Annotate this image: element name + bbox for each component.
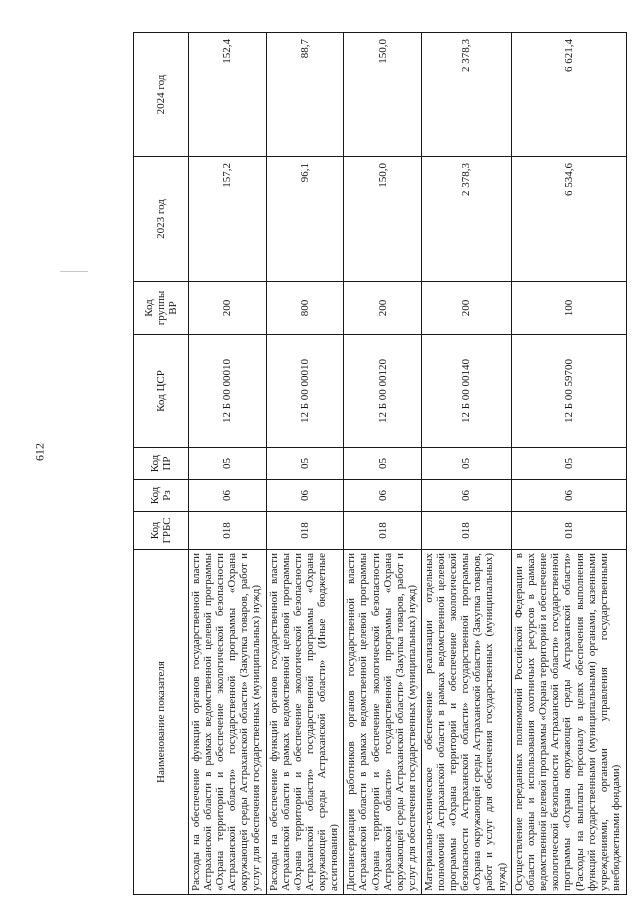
row-rz: 06	[344, 480, 422, 512]
separator-line	[60, 271, 88, 272]
row-2024: 6 621,4	[512, 33, 627, 157]
table-row	[266, 33, 344, 895]
row-name: Расходы на обеспечение функций органов государственной власти Астраханской области в рамках ведомственной целевой программы «Охрана территорий и обеспечение экологической безопасности Астраханской области» государственной программы «Охрана окружающей среды Астраханской области» (Иные бюджетные ассигнования)	[266, 550, 344, 895]
header-csr: Код ЦСР	[134, 335, 189, 448]
row-name: Осуществление переданных полномочий Российской Федерации в области охраны и использования охотничьих ресурсов в рамках ведомственной целевой программы «Охрана территорий и обеспечение экологической безопасности Астраханской области» государственной программы «Охрана окружающей среды Астраханской области» (Расходы на выплаты персоналу в целях обеспечения выполнения функций государственными (муниципальными) органами, казенными учреждениями, органами управления государственными внебюджетными фондами)	[512, 550, 627, 895]
header-row	[134, 33, 189, 895]
row-grbs: 018	[512, 512, 627, 550]
table-row	[421, 33, 511, 895]
row-name: Расходы на обеспечение функций органов государственной власти Астраханской области в рамках ведомственной целевой программы «Охрана территорий и обеспечение экологической безопасности Астраханской области» государственной программы «Охрана окружающей среды Астраханской области» (Закупка товаров, работ и услуг для обеспечения государственных (муниципальных) нужд)	[189, 550, 267, 895]
header-rz: Код Рз	[134, 480, 189, 512]
header-name: Наименование показателя	[134, 550, 189, 895]
header-grbs: Код ГРБС	[134, 512, 189, 550]
row-csr: 12 Б 00 59700	[512, 335, 627, 448]
row-2024: 88,7	[266, 33, 344, 157]
row-grbs: 018	[189, 512, 267, 550]
row-grbs: 018	[421, 512, 511, 550]
table-row	[344, 33, 422, 895]
row-2024: 152,4	[189, 33, 267, 157]
row-pr: 05	[344, 448, 422, 480]
row-vr: 200	[421, 282, 511, 335]
row-csr: 12 Б 00 00140	[421, 335, 511, 448]
rotated-table-container	[133, 33, 627, 895]
row-rz: 06	[189, 480, 267, 512]
row-rz: 06	[421, 480, 511, 512]
row-grbs: 018	[266, 512, 344, 550]
row-pr: 05	[189, 448, 267, 480]
row-vr: 800	[266, 282, 344, 335]
row-2023: 6 534,6	[512, 157, 627, 282]
row-vr: 200	[344, 282, 422, 335]
header-2024: 2024 год	[134, 33, 189, 157]
table-row	[189, 33, 267, 895]
row-csr: 12 Б 00 00010	[189, 335, 267, 448]
row-pr: 05	[512, 448, 627, 480]
row-csr: 12 Б 00 00120	[344, 335, 422, 448]
page-number: 612	[32, 443, 47, 461]
row-name: Материально-техническое обеспечение реализации отдельных полномочий Астраханской области в рамках ведомственной целевой программы «Охрана территорий и обеспечение экологической безопасности Астраханской области» государственной программы «Охрана окружающей среды Астраханской области» (Закупка товаров, работ и услуг для обеспечения государственных (муниципальных) нужд)	[421, 550, 511, 895]
row-2023: 2 378,3	[421, 157, 511, 282]
row-grbs: 018	[344, 512, 422, 550]
header-pr: Код ПР	[134, 448, 189, 480]
row-csr: 12 Б 00 00010	[266, 335, 344, 448]
budget-table	[133, 32, 627, 895]
table-row	[512, 33, 627, 895]
row-name: Диспансеризация работников органов государственной власти Астраханской области в рамках ведомственной целевой программы «Охрана территорий и обеспечение экологической безопасности Астраханской области» государственной программы «Охрана окружающей среды Астраханской области» (Закупка товаров, работ и услуг для обеспечения государственных (муниципальных) нужд)	[344, 550, 422, 895]
row-2024: 150,0	[344, 33, 422, 157]
header-2023: 2023 год	[134, 157, 189, 282]
row-vr: 100	[512, 282, 627, 335]
header-vr: Код группы ВР	[134, 282, 189, 335]
row-2023: 150,0	[344, 157, 422, 282]
row-2023: 96,1	[266, 157, 344, 282]
row-rz: 06	[266, 480, 344, 512]
row-vr: 200	[189, 282, 267, 335]
row-rz: 06	[512, 480, 627, 512]
row-2024: 2 378,3	[421, 33, 511, 157]
row-pr: 05	[421, 448, 511, 480]
row-pr: 05	[266, 448, 344, 480]
row-2023: 157,2	[189, 157, 267, 282]
